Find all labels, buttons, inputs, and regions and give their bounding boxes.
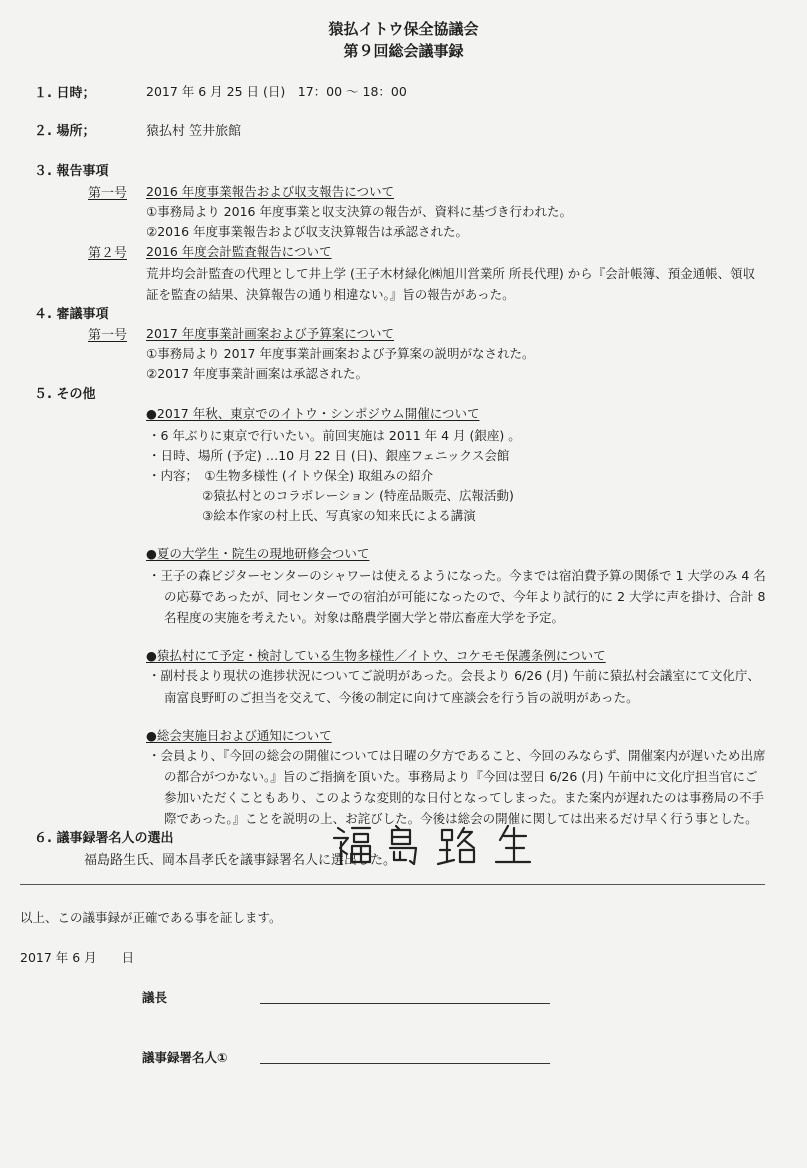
signers-text: 福島路生氏、岡本昌孝氏を議事録署名人に選出した。 [84, 853, 397, 868]
deliberation1-title: 2017 年度事業計画案および予算案について [146, 326, 395, 341]
topic3-line2: 南富良野町のご担当を交えて、今後の制定に向けて座談会を行う旨の説明があった。 [164, 690, 639, 705]
report2-line2: 証を監査の結果、決算報告の通り相違ない。』旨の報告があった。 [146, 287, 515, 302]
certification-date: 2017 年 6 月 日 [20, 950, 135, 965]
report1-number: 第一号 [88, 186, 128, 201]
topic2-line1: ・王子の森ビジターセンターのシャワーは使えるようになった。今までは宿泊費予算の関係で 1 大学のみ 4 名 [148, 568, 766, 583]
section-divider [20, 884, 765, 885]
report2-title: 2016 年度会計監査報告について [146, 244, 332, 259]
place-value: 猿払村 笠井旅館 [146, 124, 242, 139]
topic2-line2: の応募であったが、同センターでの宿泊が可能になったので、今年より試行的に 2 大学に声を掛け、合計 8 [164, 589, 766, 604]
report1-line2: ②2016 年度事業報告および収支決算報告は承認された。 [146, 224, 468, 239]
topic1-line2: ・日時、場所 (予定) …10 月 22 日 (日)、銀座フェニックス会館 [148, 448, 510, 463]
report1-line1: ①事務局より 2016 年度事業と収支決算の報告が、資料に基づき行われた。 [146, 204, 572, 219]
date-label: １. 日時； [34, 86, 96, 101]
topic4-line1: ・会員より、『今回の総会の開催については日曜の夕方であること、今回のみならず、開催案内が遅いため出席 [148, 748, 766, 763]
topic1-title: ●2017 年秋、東京でのイトウ・シンポジウム開催について [146, 406, 480, 421]
handwritten-signature [330, 820, 550, 870]
topic4-line3: 参加いただくこともあり、このような変則的な日付となってしまった。また案内が遅れたのは事務局の不手 [164, 790, 765, 805]
topic4-title: ●総会実施日および通知について [146, 728, 332, 743]
doc-title-line1: 猿払イトウ保全協議会 [328, 20, 479, 38]
chair-label: 議長 [142, 990, 168, 1005]
topic1-sub2: ③絵本作家の村上氏、写真家の知来氏による講演 [202, 508, 476, 523]
other-label: ５. その他 [34, 387, 96, 402]
topic1-sub1: ②猿払村とのコラボレーション (特産品販売、広報活動) [202, 488, 514, 503]
chair-signature-line [260, 1003, 550, 1004]
signers-label: ６. 議事録署名人の選出 [34, 831, 174, 846]
topic2-line3: 名程度の実施を考えたい。対象は酪農学園大学と帯広畜産大学を予定。 [164, 610, 565, 625]
certification-text: 以上、この議事録が正確である事を証します。 [20, 910, 282, 925]
topic3-line1: ・副村長より現状の進捗状況についてご説明があった。会長より 6/26 (月) 午前に猿払村会議室にて文化庁、 [148, 668, 760, 683]
topic3-title: ●猿払村にて予定・検討している生物多様性／イトウ、コケモモ保護条例について [146, 648, 606, 663]
topic1-line3: ・内容； ①生物多様性 (イトウ保全) 取組みの紹介 [148, 468, 434, 483]
report2-line1: 荒井均会計監査の代理として井上学 (王子木材緑化㈱旭川営業所 所長代理) から『会計帳簿、預金通帳、領収 [146, 266, 756, 281]
deliberation1-number: 第一号 [88, 328, 128, 343]
signer1-label: 議事録署名人① [142, 1050, 228, 1065]
deliberation1-line1: ①事務局より 2017 年度事業計画案および予算案の説明がなされた。 [146, 346, 535, 361]
place-label: ２. 場所； [34, 124, 96, 139]
deliberation-label: ４. 審議事項 [34, 307, 109, 322]
signer1-signature-line [260, 1063, 550, 1064]
topic4-line2: の都合がつかない。』旨のご指摘を頂いた。事務局より『今回は翌日 6/26 (月) 午前中に文化庁担当官にご [164, 769, 758, 784]
deliberation1-line2: ②2017 年度事業計画案は承認された。 [146, 366, 368, 381]
topic4-line4: 際であった。』ことを説明の上、お詫びした。今後は総会の開催に関しては出来るだけ早く行う事とした。 [164, 811, 758, 826]
topic1-line1: ・6 年ぶりに東京で行いたい。前回実施は 2011 年 4 月 (銀座) 。 [148, 428, 521, 443]
report1-title: 2016 年度事業報告および収支報告について [146, 184, 395, 199]
doc-title-line2: 第９回総会議事録 [343, 42, 464, 60]
reports-label: ３. 報告事項 [34, 164, 109, 179]
report2-number: 第２号 [88, 246, 128, 261]
date-value: 2017 年 6 月 25 日 (日) 17：00 ～ 18：00 [146, 84, 407, 99]
topic2-title: ●夏の大学生・院生の現地研修会ついて [146, 546, 370, 561]
